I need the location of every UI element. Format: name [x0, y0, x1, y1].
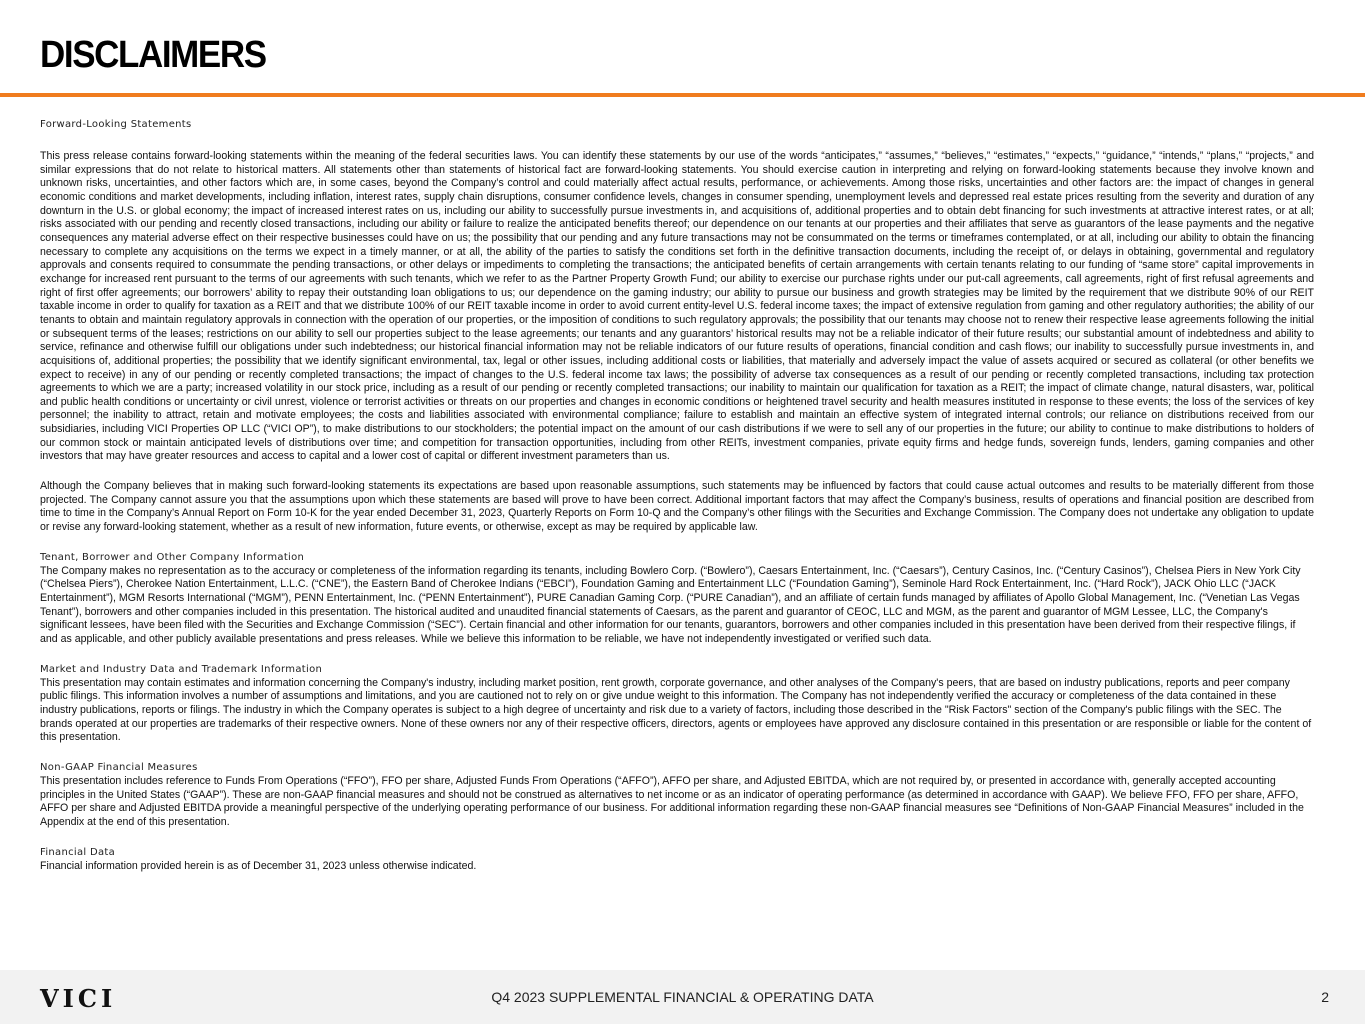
- footer-title: Q4 2023 SUPPLEMENTAL FINANCIAL & OPERATING DATA: [491, 989, 874, 1005]
- section-heading-non-gaap: Non-GAAP Financial Measures: [40, 761, 198, 773]
- non-gaap-paragraph: This presentation includes reference to Funds From Operations (“FFO”), FFO per share, Adjusted Funds From Operations (“AFFO”), AFFO per share, and Adjusted EBITDA, which are not required by, or presented in accordance with, generally accepted accounting principles in the United States (“GAAP”). These are non-GAAP financial measures and should not be construed as alternatives to net income or as an indicator of operating performance (as determined in accordance with GAAP). We believe FFO, FFO per share, AFFO, AFFO per share and Adjusted EBITDA provide a meaningful perspective of the underlying operating performance of our business. For additional information regarding these non-GAAP financial measures see “Definitions of Non-GAAP Financial Measures” included in the Appendix at the end of this presentation.: [40, 774, 1304, 828]
- disclaimer-body: [40, 118, 1314, 873]
- tenant-paragraph: The Company makes no representation as to the accuracy or completeness of the information regarding its tenants, including Bowlero Corp. (“Bowlero”), Caesars Entertainment, Inc. (“Caesars”), Century Casinos, Inc. (“Century Casinos”), Chelsea Piers in New York City (“Chelsea Piers”), Cherokee Nation Entertainment, L.L.C. (“CNE”), the Eastern Band of Cherokee Indians (“EBCI”), Foundation Gaming and Entertainment LLC (“Foundation Gaming”), Seminole Hard Rock Entertainment, Inc. (“Hard Rock”), JACK Ohio LLC (“JACK Entertainment”), MGM Resorts International (“MGM”), PENN Entertainment, Inc. (“PENN Entertainment”), PURE Canadian Gaming Corp. (“PURE Canadian”), and an affiliate of certain funds managed by affiliates of Apollo Global Management, Inc. (“Venetian Las Vegas Tenant”), borrowers and other companies included in this presentation. The historical audited and unaudited financial statements of Caesars, as the parent and guarantor of CEOC, LLC and MGM, as the parent and guarantor of MGM Lessee, LLC, the Company's significant lessees, have been filed with the Securities and Exchange Commission (“SEC”). Certain financial and other information for our tenants, guarantors, borrowers and other companies included in this presentation have been derived from their respective filings, if and as applicable, and other publicly available presentations and press releases. While we believe this information to be reliable, we have not independently investigated or verified such data.: [40, 564, 1301, 645]
- financial-data-paragraph: Financial information provided herein is as of December 31, 2023 unless otherwise indicated.: [40, 859, 477, 872]
- market-paragraph: This presentation may contain estimates and information concerning the Company's industry, including market position, rent growth, corporate governance, and other analyses of the Company's peers, that are based on industry publications, reports and peer company public filings. This information involves a number of assumptions and limitations, and you are cautioned not to rely on or give undue weight to this information. The Company has not independently verified the accuracy or completeness of the data contained in these industry publications, reports or filings. The industry in which the Company operates is subject to a high degree of uncertainty and risk due to a variety of factors, including those described in the "Risk Factors" section of the Company's public filings with the SEC. The brands operated at our properties are trademarks of their respective owners. None of these owners nor any of their respective officers, directors, agents or employees have approved any disclosure contained in this presentation or are responsible or liable for the content of this presentation.: [40, 676, 1312, 744]
- section-heading-tenant: Tenant, Borrower and Other Company Information: [40, 551, 305, 563]
- page-footer: [0, 970, 1365, 1024]
- page-title: DISCLAIMERS: [40, 34, 266, 76]
- header-divider: [0, 93, 1365, 97]
- section-heading-market: Market and Industry Data and Trademark Information: [40, 663, 323, 675]
- page-number: 2: [1321, 989, 1329, 1005]
- section-heading-forward-looking: Forward-Looking Statements: [40, 119, 192, 130]
- vici-logo: VICI: [40, 984, 117, 1013]
- forward-looking-paragraph-2: Although the Company believes that in making such forward-looking statements its expectations are based upon reasonable assumptions, such statements may be influenced by factors that could cause actual outcomes and results to be materially different from those projected. The Company cannot assure you that the assumptions upon which these statements are based will prove to have been correct. Additional important factors that may affect the Company’s business, results of operations and financial position are described from time to time in the Company’s Annual Report on Form 10-K for the year ended December 31, 2023, Quarterly Reports on Form 10-Q and the Company’s other filings with the Securities and Exchange Commission. The Company does not undertake any obligation to update or revise any forward-looking statement, whether as a result of new information, future events, or otherwise, except as may be required by applicable law.: [40, 480, 1314, 534]
- section-heading-financial-data: Financial Data: [40, 846, 116, 858]
- forward-looking-paragraph-1: This press release contains forward-looking statements within the meaning of the federal securities laws. You can identify these statements by our use of the words “anticipates,” “assumes,” “believes,” “estimates,” “expects,” “guidance,” “intends,” “plans,” “projects,” and similar expressions that do not relate to historical matters. All statements other than statements of historical fact are forward-looking statements. You should exercise caution in interpreting and relying on forward-looking statements because they involve known and unknown risks, uncertainties, and other factors which are, in some cases, beyond the Company’s control and could materially affect actual results, performance, or achievements. Among those risks, uncertainties and other factors are: the impact of changes in general economic conditions and market developments, including inflation, interest rates, supply chain disruptions, consumer confidence levels, changes in consumer spending, unemployment levels and depressed real estate prices resulting from the severity and duration of any downturn in the U.S. or global economy; the impact of increased interest rates on us, including our ability to successfully pursue investments in, and acquisitions of, additional properties and to obtain debt financing for such investments at attractive interest rates, or at all; risks associated with our pending and recently closed transactions, including our ability or failure to realize the anticipated benefits thereof; our dependence on our tenants at our properties and their affiliates that serve as guarantors of the lease payments and the negative consequences any material adverse effect on their respective businesses could have on us; the possibility that our pending and any future transactions may not be consummated on the terms or timeframes contemplated, or at all, including our ability to obtain the financing necessary to complete any acquisitions on the terms we expect in a timely manner, or at all, the ability of the parties to satisfy the conditions set forth in the definitive transaction documents, including the receipt of, or delays in obtaining, governmental and regulatory approvals and consents required to consummate the pending transactions, or other delays or impediments to completing the transactions; the anticipated benefits of certain arrangements with certain tenants relating to our funding of “same store” capital improvements in exchange for increased rent pursuant to the terms of our agreements with such tenants, which we refer to as the Partner Property Growth Fund; our ability to exercise our purchase rights under our put-call agreements, call agreements, right of first refusal agreements and right of first offer agreements; our borrowers’ ability to repay their outstanding loan obligations to us; our dependence on the gaming industry; our ability to pursue our business and growth strategies may be limited by the requirement that we distribute 90% of our REIT taxable income in order to qualify for taxation as a REIT and that we distribute 100% of our REIT taxable income in order to avoid current entity-level U.S. federal income taxes; the impact of extensive regulation from gaming and other regulatory authorities; the ability of our tenants to obtain and maintain regulatory approvals in connection with the operation of our properties, or the imposition of conditions to such regulatory approvals; the possibility that our tenants may choose not to renew their respective lease agreements following the initial or subsequent terms of the leases; restrictions on our ability to sell our properties subject to the lease agreements; our tenants and any guarantors’ historical results may not be a reliable indicator of their future results; our substantial amount of indebtedness and ability to service, refinance and otherwise fulfill our obligations under such indebtedness; our historical financial information may not be reliable indicators of our future results of operations, financial condition and cash flows; our inability to successfully pursue investments in, and acquisitions of, additional properties; the possibility that we identify significant environmental, tax, legal or other issues, including additional costs or liabilities, that materially and adversely impact the value of assets acquired or secured as collateral (or other benefits we expect to receive) in any of our pending or recently completed transactions; the impact of changes to the U.S. federal income tax laws; the possibility of adverse tax consequences as a result of our pending or recently completed transactions, including tax protection agreements to which we are a party; increased volatility in our stock price, including as a result of our pending or recently completed transactions; our inability to maintain our qualification for taxation as a REIT; the impact of climate change, natural disasters, war, political and public health conditions or uncertainty or civil unrest, violence or terrorist activities or threats on our properties and changes in economic conditions or heightened travel security and health measures instituted in response to these events; the loss of the services of key personnel; the inability to attract, retain and motivate employees; the costs and liabilities associated with environmental compliance; failure to establish and maintain an effective system of integrated internal controls; our reliance on distributions received from our subsidiaries, including VICI Properties OP LLC (“VICI OP”), to make distributions to our stockholders; the potential impact on the amount of our cash distributions if we were to sell any of our properties in the future; our ability to continue to make distributions to holders of our common stock or maintain anticipated levels of distributions over time; and competition for transaction opportunities, including from other REITs, investment companies, private equity firms and hedge funds, sovereign funds, lenders, gaming companies and other investors that may have greater resources and access to capital and a lower cost of capital or different investment parameters than us.: [40, 150, 1314, 463]
